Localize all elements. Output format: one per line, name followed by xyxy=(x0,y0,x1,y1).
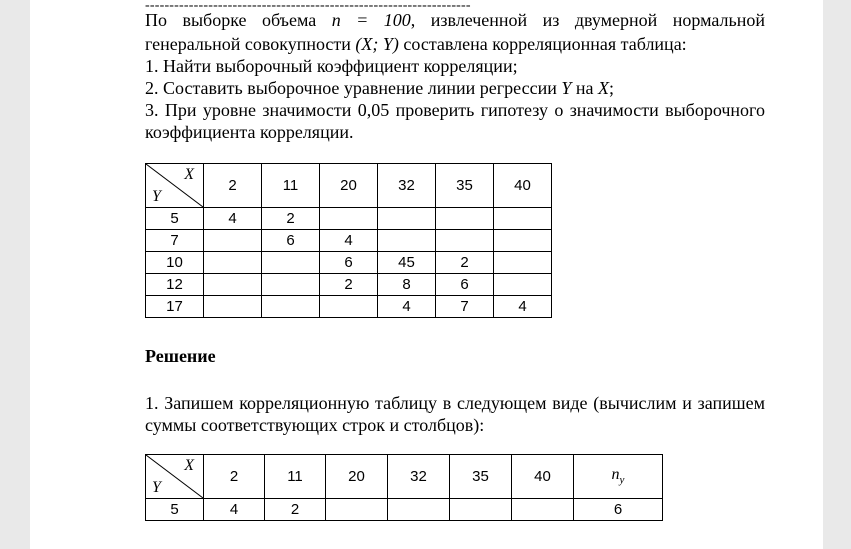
table-header-row xyxy=(146,455,663,499)
table-row xyxy=(146,274,552,296)
table-row xyxy=(146,230,552,252)
right-gutter xyxy=(823,0,851,549)
y-value-cell: 10 xyxy=(146,252,204,274)
x-header-cell: 32 xyxy=(378,164,436,208)
step-1-line-1: 1. Запишем корреляционную таблицу в следующем виде (вычислим и запишем xyxy=(145,393,765,413)
ny-header-cell xyxy=(574,455,663,499)
x-header-cell: 20 xyxy=(320,164,378,208)
task-3-line-1: 3. При уровне значимости 0,05 проверить гипотезу о значимости выборочного xyxy=(145,100,765,120)
corner-y-label: Y xyxy=(152,188,161,205)
table-cell xyxy=(450,499,512,521)
intro-text: По выборке объема xyxy=(145,10,332,30)
correlation-table xyxy=(145,163,552,318)
table-cell xyxy=(378,230,436,252)
ny-cell: 6 xyxy=(574,499,663,521)
x-header-cell: 11 xyxy=(262,164,320,208)
task-text: на xyxy=(571,78,598,98)
table-corner-cell xyxy=(146,455,204,499)
table-cell xyxy=(204,230,262,252)
table-cell xyxy=(262,296,320,318)
corner-x-label: X xyxy=(184,166,194,183)
table-cell: 7 xyxy=(436,296,494,318)
table-cell: 6 xyxy=(262,230,320,252)
x-header-cell: 40 xyxy=(512,455,574,499)
x-header-cell: 2 xyxy=(204,455,265,499)
x-header-cell: 2 xyxy=(204,164,262,208)
table-cell xyxy=(388,499,450,521)
table-cell xyxy=(262,274,320,296)
table-cell xyxy=(436,230,494,252)
table-cell xyxy=(494,252,552,274)
table-cell xyxy=(494,208,552,230)
table-cell: 4 xyxy=(204,208,262,230)
table-cell: 6 xyxy=(320,252,378,274)
y-value-cell: 17 xyxy=(146,296,204,318)
table-cell xyxy=(326,499,388,521)
ny-base: n xyxy=(611,466,620,484)
intro-text: составлена корреляционная таблица: xyxy=(398,34,687,54)
intro-text: , извлеченной из двумерной нормальной xyxy=(410,10,765,30)
table-cell: 45 xyxy=(378,252,436,274)
task-2 xyxy=(145,78,765,100)
solution-heading: Решение xyxy=(145,346,216,366)
table-cell: 2 xyxy=(262,208,320,230)
intro-text: генеральной совокупности xyxy=(145,34,356,54)
step-1-line-2: суммы соответствующих строк и столбцов): xyxy=(145,415,485,435)
table-cell: 4 xyxy=(494,296,552,318)
population-formula: (X; Y) xyxy=(355,34,399,54)
table-cell: 4 xyxy=(378,296,436,318)
table-row xyxy=(146,296,552,318)
table-cell: 4 xyxy=(204,499,265,521)
corner-y-label: Y xyxy=(152,479,161,496)
table-cell xyxy=(378,208,436,230)
task-1: 1. Найти выборочный коэффициент корреляции; xyxy=(145,56,518,76)
separator-line: ------------------------------------------------------------------- xyxy=(145,0,471,13)
table-cell xyxy=(320,296,378,318)
x-header-cell: 35 xyxy=(450,455,512,499)
var-x: X xyxy=(597,78,609,98)
table-cell: 6 xyxy=(436,274,494,296)
table-cell: 2 xyxy=(436,252,494,274)
table-corner-cell xyxy=(146,164,204,208)
table-cell xyxy=(262,252,320,274)
table-cell: 8 xyxy=(378,274,436,296)
ny-label xyxy=(611,466,625,487)
x-header-cell: 11 xyxy=(265,455,326,499)
table-cell xyxy=(436,208,494,230)
sample-size-formula: n = 100 xyxy=(331,10,411,30)
table-cell: 4 xyxy=(320,230,378,252)
table-cell xyxy=(494,274,552,296)
table-cell: 2 xyxy=(265,499,326,521)
ny-subscript: y xyxy=(619,474,625,487)
table-cell xyxy=(512,499,574,521)
intro-line-2 xyxy=(145,34,765,56)
table-cell xyxy=(204,274,262,296)
y-value-cell: 5 xyxy=(146,208,204,230)
task-text: 2. Составить выборочное уравнение линии регрессии xyxy=(145,78,562,98)
x-header-cell: 35 xyxy=(436,164,494,208)
x-header-cell: 20 xyxy=(326,455,388,499)
table-row xyxy=(146,252,552,274)
extended-correlation-table xyxy=(145,454,663,521)
y-value-cell: 12 xyxy=(146,274,204,296)
table-cell xyxy=(494,230,552,252)
table-cell xyxy=(204,296,262,318)
y-value-cell: 5 xyxy=(146,499,204,521)
table-cell xyxy=(320,208,378,230)
table-cell xyxy=(204,252,262,274)
left-gutter xyxy=(0,0,30,549)
y-value-cell: 7 xyxy=(146,230,204,252)
var-y: Y xyxy=(561,78,572,98)
x-header-cell: 32 xyxy=(388,455,450,499)
corner-x-label: X xyxy=(184,457,194,474)
table-cell: 2 xyxy=(320,274,378,296)
table-header-row xyxy=(146,164,552,208)
table-row xyxy=(146,208,552,230)
intro-line-1 xyxy=(145,10,765,32)
task-text: ; xyxy=(608,78,614,98)
task-3-line-2: коэффициента корреляции. xyxy=(145,122,354,142)
table-row xyxy=(146,499,663,521)
x-header-cell: 40 xyxy=(494,164,552,208)
